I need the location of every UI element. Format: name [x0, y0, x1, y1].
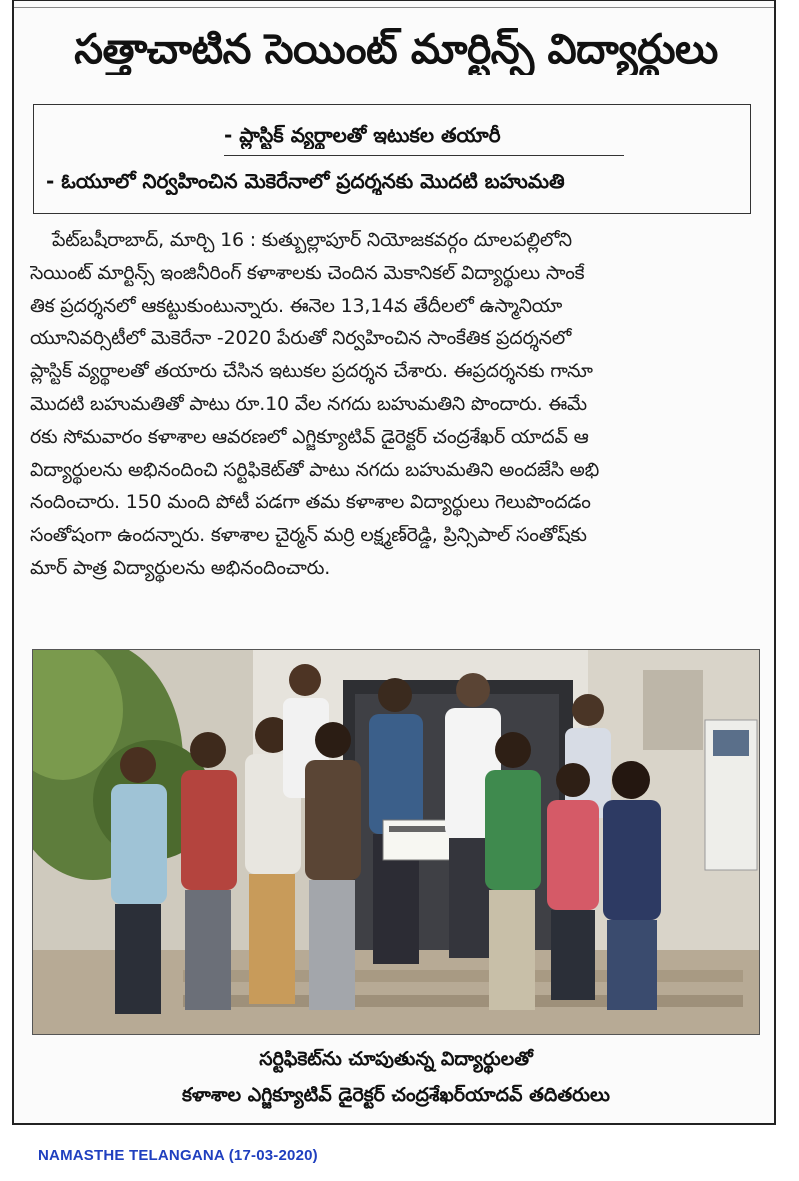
body-line: మొదటి బహుమతితో పాటు రూ.10 వేల నగదు బహుమతిని పొందారు. ఈమే	[30, 392, 587, 415]
body-line: పేట్‌బషీరాబాద్, మార్చి 16 : కుత్బుల్లాపూర్ నియోజకవర్గం దూలపల్లిలోని	[52, 229, 572, 251]
caption-line-2: కళాశాల ఎగ్జిక్యూటివ్ డైరెక్టర్ చంద్రశేఖర్‌యాదవ్ తదితరులు	[181, 1084, 611, 1106]
body-line: సంతోషంగా ఉందన్నారు. కళాశాల చైర్మన్ మర్రి లక్ష్మణ్‌రెడ్డి, ప్రిన్సిపాల్ సంతోష్‌కు	[30, 524, 587, 547]
body-line: మార్ పాత్ర విద్యార్థులను అభినందించారు.	[30, 556, 331, 579]
source-label: NAMASTHE TELANGANA (17-03-2020)	[38, 1147, 318, 1164]
body-line: రకు సోమవారం కళాశాల ఆవరణలో ఎగ్జిక్యూటివ్ డైరెక్టర్ చంద్రశేఖర్ యాదవ్ ఆ	[30, 425, 589, 448]
body-line: విద్యార్థులను అభినందించి సర్టిఫికెట్‌తో పాటు నగదు బహుమతిని అందజేసి అభి	[30, 458, 600, 481]
subheadline-2: - ఓయూలో నిర్వహించిన మెకెరేనాలో ప్రదర్శనకు మొదటి బహుమతి	[46, 169, 565, 193]
divider	[224, 155, 624, 156]
photo-caption	[32, 1041, 760, 1113]
body-line: ప్లాస్టిక్ వ్యర్థాలతో తయారు చేసిన ఇటుకల ప్రదర్శన చేశారు. ఈప్రదర్శనకు గానూ	[30, 360, 593, 383]
body-line: నందించారు. 150 మంది పోటీ పడగా తమ కళాశాల విద్యార్థులు గెలుపొందడం	[30, 491, 591, 514]
body-line: తిక ప్రదర్శనలో ఆకట్టుకుంటున్నారు. ఈనెల 13,14వ తేదీలలో ఉస్మానియా	[30, 294, 563, 317]
article-body	[30, 224, 762, 585]
group-photo	[32, 649, 760, 1035]
caption-line-1: సర్టిఫికెట్‌ను చూపుతున్న విద్యార్థులతో	[259, 1048, 533, 1070]
body-line: యూనివర్సిటీలో మెకెరేనా -2020 పేరుతో నిర్వహించిన సాంకేతిక ప్రదర్శనలో	[30, 327, 572, 350]
newspaper-clipping	[12, 0, 776, 1125]
subheadline-1: - ప్లాస్టిక్ వ్యర్థాలతో ఇటుకల తయారీ	[224, 123, 501, 147]
headline: సత్తాచాటిన సెయింట్ మార్టిన్స్ విద్యార్థులు	[74, 25, 718, 73]
subheadline-box	[33, 104, 751, 214]
body-line: సెయింట్ మార్టిన్స్ ఇంజినీరింగ్ కళాశాలకు చెందిన మెకానికల్ విద్యార్థులు సాంకే	[30, 261, 585, 284]
top-border	[14, 1, 774, 8]
